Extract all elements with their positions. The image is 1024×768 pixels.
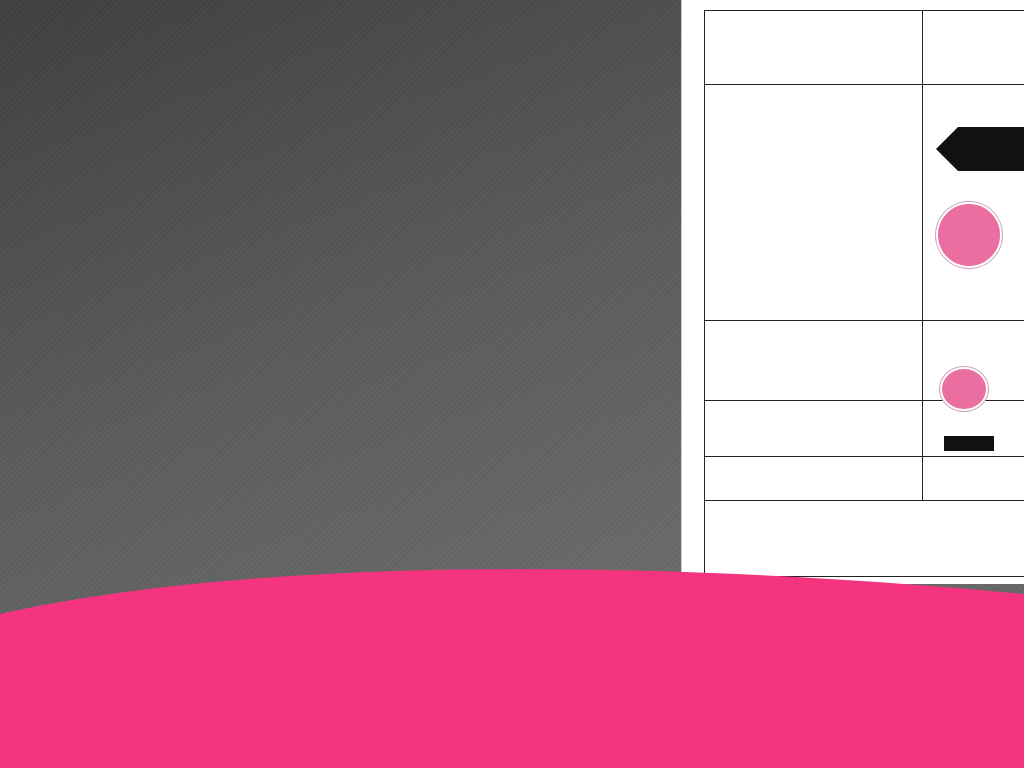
marker-2 [940, 367, 988, 411]
energy-label [681, 0, 1024, 584]
fact-banner [0, 568, 1024, 768]
marker-1 [936, 202, 1002, 268]
label-divider [704, 84, 1024, 85]
label-divider [704, 320, 1024, 321]
label-divider [704, 500, 1024, 501]
energy-label-frame [704, 10, 1024, 577]
label-divider [704, 456, 1024, 457]
freezer-star-rating [944, 436, 994, 451]
current-class-arrow [936, 127, 1024, 171]
